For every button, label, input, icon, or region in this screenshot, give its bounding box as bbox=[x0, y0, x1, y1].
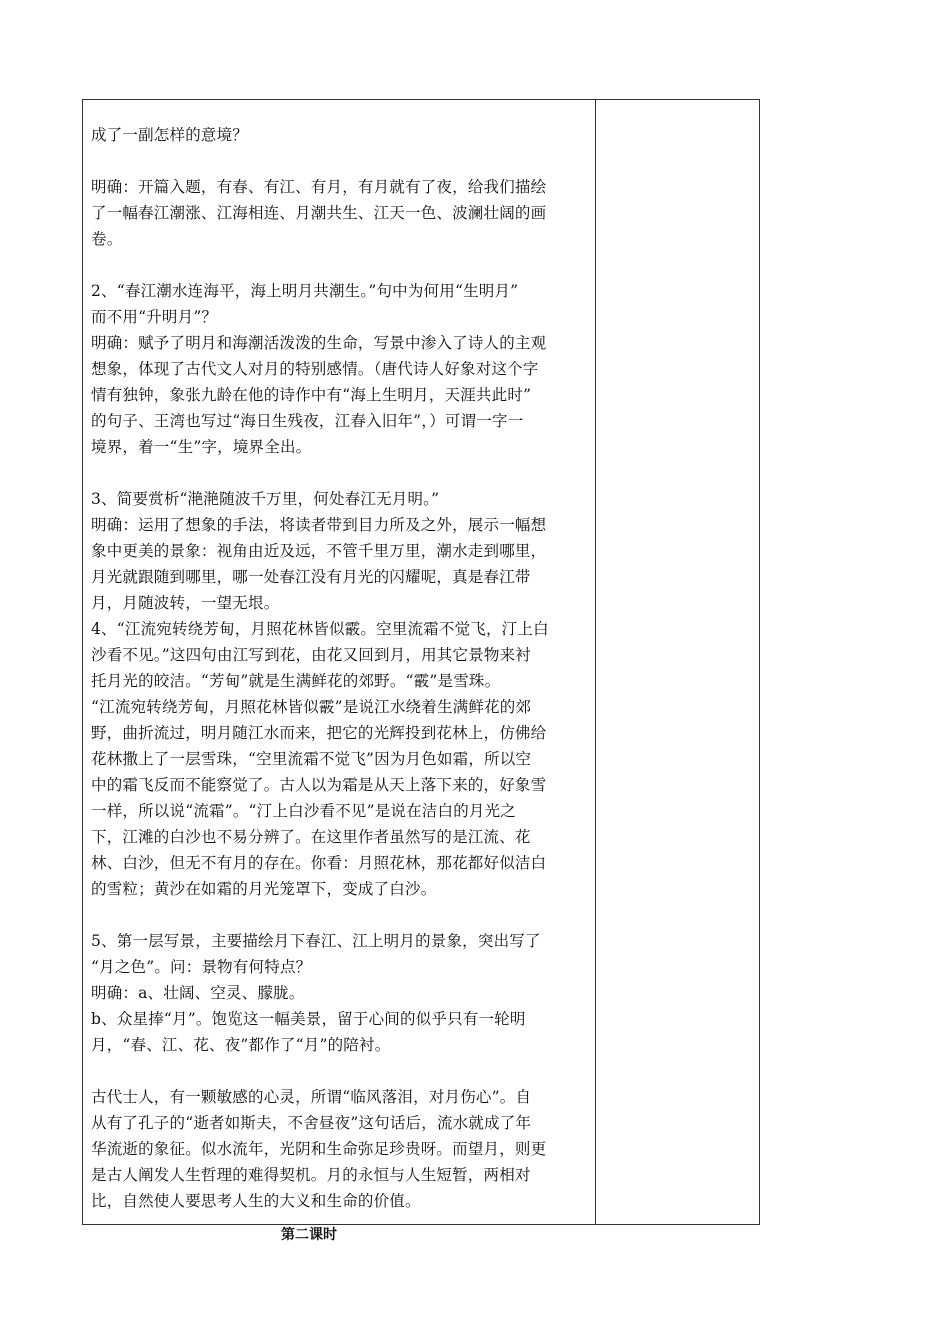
text-line: 象中更美的景象：视角由近及远，不管千里万里，潮水走到哪里， bbox=[91, 542, 547, 560]
text-line: 是古人阐发人生哲理的难得契机。月的永恒与人生短暂，两相对 bbox=[91, 1166, 531, 1184]
section-heading: 第二课时 bbox=[281, 1227, 337, 1243]
text-line: 卷。 bbox=[91, 230, 123, 248]
text-line: 比，自然使人要思考人生的大义和生命的价值。 bbox=[91, 1192, 421, 1210]
notes-cell bbox=[596, 100, 760, 1224]
text-line: 月光就跟随到哪里，哪一处春江没有月光的闪耀呢，真是春江带 bbox=[91, 568, 531, 586]
text-line: 林、白沙，但无不有月的存在。你看：月照花林，那花都好似洁白 bbox=[91, 854, 547, 872]
content-cell bbox=[91, 122, 587, 1244]
text-line: 2、“春江潮水连海平，海上明月共潮生。”句中为何用“生明月” bbox=[91, 282, 519, 300]
text-line: 月，“春、江、花、夜”都作了“月”的陪衬。 bbox=[91, 1036, 391, 1054]
paragraph-2 bbox=[91, 174, 587, 252]
text-line: 古代士人，有一颗敏感的心灵，所谓“临风落泪，对月伤心”。自 bbox=[91, 1088, 532, 1106]
text-line: 情有独钟，象张九龄在他的诗作中有“海上生明月，天涯共此时” bbox=[91, 386, 532, 404]
paragraph-4 bbox=[91, 486, 587, 902]
text-line: 中的霜飞反而不能察觉了。古人以为霜是从天上落下来的，好象雪 bbox=[91, 776, 547, 794]
text-line: b、众星捧“月”。饱览这一幅美景，留于心间的似乎只有一轮明 bbox=[91, 1010, 526, 1028]
text-line: “江流宛转绕芳甸，月照花林皆似霰”是说江水绕着生满鲜花的郊 bbox=[91, 698, 532, 716]
paragraph-6 bbox=[91, 1084, 587, 1214]
text-line: 从有了孔子的“逝者如斯夫，不舍昼夜”这句话后，流水就成了年 bbox=[91, 1114, 532, 1132]
text-line: 明确：开篇入题，有春、有江、有月，有月就有了夜，给我们描绘 bbox=[91, 178, 547, 196]
text-line: 5、第一层写景，主要描绘月下春江、江上明月的景象，突出写了 bbox=[91, 932, 541, 950]
text-line: 的句子、王湾也写过“海日生残夜，江春入旧年”，）可谓一字一 bbox=[91, 412, 524, 430]
text-line: 成了一副怎样的意境？ bbox=[91, 126, 249, 144]
text-line: 沙看不见。”这四句由江写到花，由花又回到月，用其它景物来衬 bbox=[91, 646, 531, 664]
text-line: 了一幅春江潮涨、江海相连、月潮共生、江天一色、波澜壮阔的画 bbox=[91, 204, 547, 222]
lesson-table bbox=[82, 99, 760, 1243]
paragraph-3 bbox=[91, 278, 587, 460]
text-line: 境界，着一“生”字，境界全出。 bbox=[91, 438, 312, 456]
paragraph-5 bbox=[91, 928, 587, 1058]
text-line: 3、简要赏析“滟滟随波千万里，何处春江无月明。” bbox=[91, 490, 440, 508]
text-line: 明确：赋予了明月和海潮活泼泼的生命，写景中渗入了诗人的主观 bbox=[91, 334, 547, 352]
text-line: 一样，所以说“流霜”。“汀上白沙看不见”是说在洁白的月光之 bbox=[91, 802, 516, 820]
text-line: 想象，体现了古代文人对月的特别感情。（唐代诗人好象对这个字 bbox=[91, 360, 539, 378]
text-line: 野，曲折流过，明月随江水而来，把它的光辉投到花林上，仿佛给 bbox=[91, 724, 547, 742]
text-line: 明确：运用了想象的手法，将读者带到目力所及之外，展示一幅想 bbox=[91, 516, 547, 534]
text-line: “月之色”。问：景物有何特点？ bbox=[91, 958, 312, 976]
text-line: 4、“江流宛转绕芳甸，月照花林皆似霰。空里流霜不觉飞，汀上白 bbox=[91, 620, 549, 638]
text-line: 华流逝的象征。似水流年，光阴和生命弥足珍贵呀。而望月，则更 bbox=[91, 1140, 547, 1158]
text-line: 下，江滩的白沙也不易分辨了。在这里作者虽然写的是江流、花 bbox=[91, 828, 531, 846]
paragraph-1 bbox=[91, 122, 587, 148]
text-line: 花林撒上了一层雪珠，“空里流霜不觉飞”因为月色如霜，所以空 bbox=[91, 750, 532, 768]
text-line: 的雪粒；黄沙在如霜的月光笼罩下，变成了白沙。 bbox=[91, 880, 437, 898]
text-line: 托月光的皎洁。“芳甸”就是生满鲜花的郊野。“霰”是雪珠。 bbox=[91, 672, 501, 690]
text-line: 而不用“升明月”？ bbox=[91, 308, 218, 326]
text-line: 明确：a、壮阔、空灵、朦胧。 bbox=[91, 984, 305, 1002]
text-line: 月，月随波转，一望无垠。 bbox=[91, 594, 280, 612]
